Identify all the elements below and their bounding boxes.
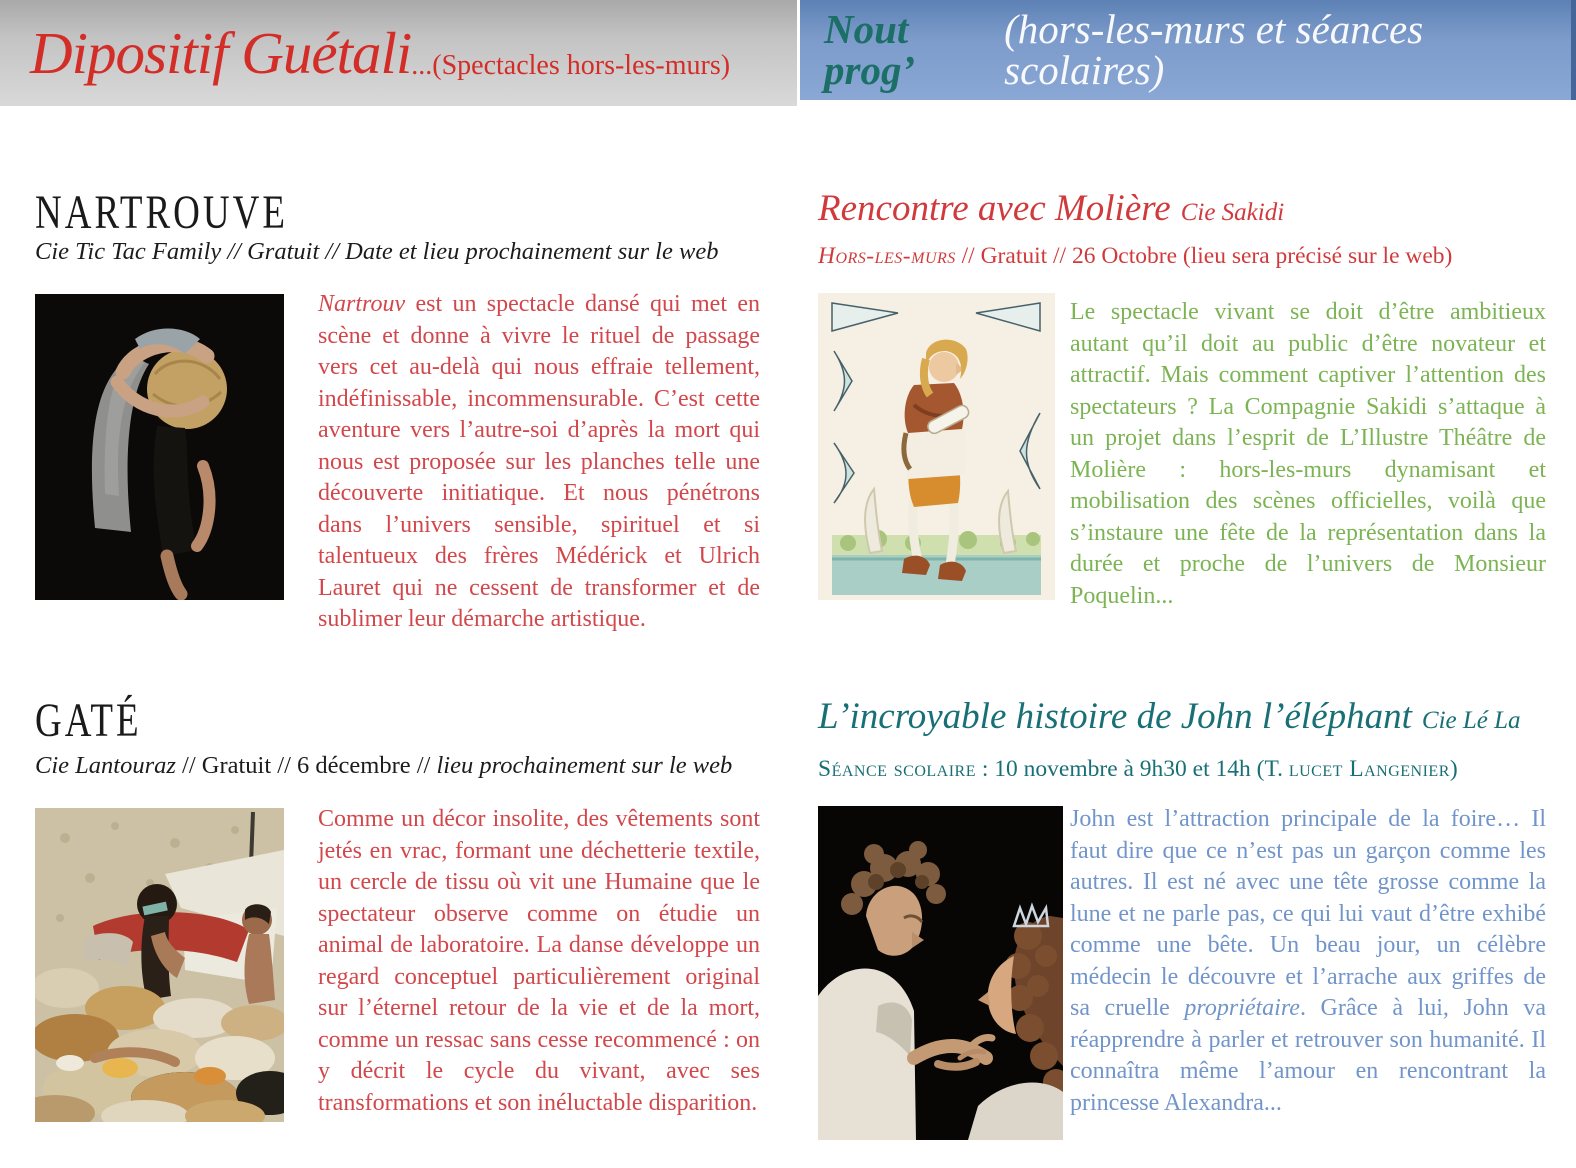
moliere-meta [818,243,1452,270]
nartrouve-body [318,289,760,636]
gate-meta [35,752,732,780]
moliere-title-text: Rencontre avec Molière [818,188,1171,229]
left-header-subtitle: ...(Spectacles hors-les-murs) [411,50,731,81]
john-elephant-photo [818,806,1063,1140]
john-meta-venue: lucet Langenier) [1288,756,1459,782]
section-title-nartrouve: NARTROUVE [35,187,288,240]
john-body-pre: John est l’attraction principale de la foire… Il faut dire que ce n’est pas un garçon comme les autres. Il est né avec une tête grosse comme la lune et ne parle pas, ce qui lui vaut d’être exhibé comme une bête. Un beau jour, un célèbre médecin le découvre et l’arrache aux griffes de sa cruelle [1070,806,1546,1021]
nartrouve-body-lead: Nartrouv [318,291,406,317]
right-header-subtitle: (hors-les-murs et séances scolaires) [1004,6,1424,93]
john-company: Cie Lé La [1421,707,1521,734]
john-body-italic: propriétaire [1184,995,1300,1021]
gate-body: Comme un décor insolite, des vêtements sont jetés en vrac, formant une déchetterie textile, un cercle de tissu où vit une Humaine que le spectateur observe comme on étudie un animal de laboratoire. La danse développe un regard conceptuel particulièrement original sur l’éternel retour de la vie et de la mort, comme un ressac sans cesse recommencé : on y décrit le cycle du vivant, avec ses transformations et son inéluctable disparition. [318,806,760,1116]
clothes-pile-photo [35,808,284,1122]
gate-meta-place: lieu prochainement sur le web [436,752,733,779]
john-meta-info: : 10 novembre à 9h30 et 14h (T. [976,756,1289,782]
john-body-post: . Grâce à lui, John va réapprendre à parler et retrouver son humanité. Il connaîtra même l’amour en rencontrant la princesse Alexandra... [1070,995,1547,1116]
dancer-photo [35,294,284,600]
john-title-text: L’incroyable histoire de John l’éléphant [818,696,1412,737]
gate-meta-info: // Gratuit // 6 décembre // [182,752,437,779]
nartrouve-body-text: est un spectacle dansé qui met en scène et donne à vivre le rituel de passage vers cet au-delà qui nous effraie tellement, indéfinissable, incommensurable. C’est cette aventure vers l’autre-soi d’après la mort qui nous est proposée sur les planches telle une découverte initiatique. Et nous pénétrons dans l’univers sensible, spirituel et si talentueux des frères Médérick et Ulrich Lauret qui ne cessent de transformer et de sublimer leur démarche artistique. [318,291,760,632]
section-title-john [818,698,1521,735]
moliere-body: Le spectacle vivant se doit d’être ambitieux autant qu’il doit au public d’être novateur et attractif. Mais comment captiver l’attention des spectateurs ? La Compagnie Sakidi s’attaque à un projet dans l’esprit de L’Illustre Théâtre de Molière : hors-les-murs dynamisant et mobilisation des scènes officielles, voilà que s’instaure une fête de la représentation dans la durée et proche de l’univers de Monsieur Poquelin... [1070,299,1546,609]
john-meta [818,756,1458,783]
gate-meta-company: Cie Lantouraz [35,752,183,779]
nartrouve-meta: Cie Tic Tac Family // Gratuit // Date et lieu prochainement sur le web [35,238,719,265]
left-header-band [0,0,797,106]
right-header-band [800,0,1576,100]
right-header-title: Nout prog’ [824,6,916,93]
section-title-gate: GATÉ [35,695,142,748]
john-meta-type: Séance scolaire [818,756,976,782]
moliere-meta-info: // Gratuit // 26 Octobre (lieu sera précisé sur le web) [955,243,1453,269]
left-header-title: Dipositif Guétali [30,19,412,86]
section-title-moliere [818,190,1284,227]
moliere-meta-type: Hors-les-murs [818,243,956,269]
john-body [1070,804,1546,1119]
moliere-company: Cie Sakidi [1180,199,1285,226]
moliere-illustration [818,293,1055,600]
